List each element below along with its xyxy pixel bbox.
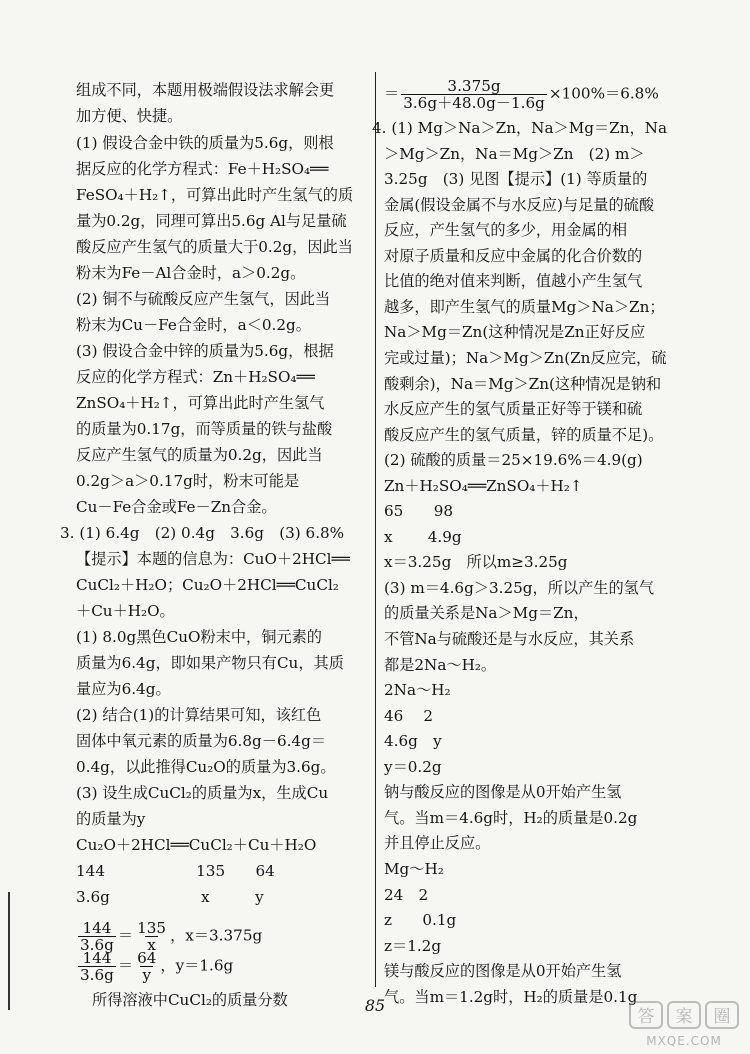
left-text-line: 3. (1) 6.4g (2) 0.4g 3.6g (3) 6.8% — [60, 524, 345, 542]
left-text-line: 酸反应产生氢气的质量大于0.2g，因此当 — [76, 238, 353, 256]
left-text-line: ZnSO₄＋H₂↑，可算出此时产生氢气 — [76, 394, 325, 412]
right-text-line: Na＞Mg＝Zn(这种情况是Zn正好反应 — [384, 323, 646, 341]
left-text-line: 组成不同，本题用极端假设法求解会更 — [76, 81, 335, 99]
left-text-line: (2) 铜不与硫酸反应产生氢气，因此当 — [76, 290, 331, 308]
right-text-line: 越多，即产生氢气的质量Mg＞Na＞Zn； — [384, 298, 665, 316]
left-text-line: 质量为6.4g，即如果产物只有Cu，其质 — [76, 654, 344, 672]
right-text-line: 金属(假设金属不与水反应)与足量的硫酸 — [384, 196, 655, 214]
fraction-numerator: 135 — [137, 919, 167, 937]
left-text-line: 的质量为0.17g，而等质量的铁与盐酸 — [76, 420, 333, 438]
right-text-line: 比值的绝对值来判断，值越小产生氢气 — [384, 272, 643, 290]
right-text-line: 钠与酸反应的图像是从0开始产生氢 — [384, 783, 622, 801]
left-text-line: 【提示】本题的信息为：CuO＋2HCl══ — [76, 550, 350, 568]
fraction — [78, 950, 116, 983]
right-text-line: ＞Mg＞Zn，Na＝Mg＞Zn (2) m＞ — [384, 145, 645, 163]
left-text-line: 加方便、快捷。 — [76, 107, 183, 125]
right-text-line: Zn＋H₂SO₄══ZnSO₄＋H₂↑ — [384, 477, 583, 495]
left-text-line: 固体中氧元素的质量为6.8g－6.4g＝ — [76, 732, 327, 750]
right-text-line: x＝3.25g 所以m≥3.25g — [384, 553, 568, 571]
left-text-line: 0.4g，以此推得Cu₂O的质量为3.6g。 — [76, 758, 336, 776]
right-text-line: (3) m＝4.6g＞3.25g，所以产生的氢气 — [384, 579, 655, 597]
fraction-numerator: 144 — [82, 919, 112, 937]
left-text-line: 反应的化学方程式：Zn＋H₂SO₄══ — [76, 368, 315, 386]
right-text-line: (2) 硫酸的质量＝25×19.6%＝4.9(g) — [384, 451, 643, 469]
left-text-line: CuCl₂＋H₂O；Cu₂O＋2HCl══CuCl₂ — [76, 576, 339, 594]
right-text-line: Mg～H₂ — [384, 860, 444, 878]
equation-result: ，x＝3.375g — [170, 926, 263, 945]
right-text-line: 4. (1) Mg＞Na＞Zn，Na＞Mg＝Zn，Na — [372, 119, 668, 137]
right-text-line: 对原子质量和反应中金属的化合价数的 — [384, 247, 643, 265]
right-text-line: 反应，产生氢气的多少，用金属的相 — [384, 221, 627, 239]
fraction-denominator: 3.6g — [80, 936, 114, 954]
fraction-numerator: 3.375g — [447, 77, 501, 95]
right-text-line: 酸反应产生的氢气质量，锌的质量不足)。 — [384, 426, 664, 444]
left-text-line: 0.2g＞a＞0.17g时，粉末可能是 — [76, 472, 300, 490]
left-text-line: (3) 假设合金中锌的质量为5.6g，根据 — [76, 342, 334, 360]
right-text-line: 3.25g (3) 见图【提示】(1) 等质量的 — [384, 170, 648, 188]
equals-sign: ＝ — [384, 84, 400, 103]
right-text-line: 46 2 — [384, 707, 434, 725]
equation-result: ，y＝1.6g — [160, 956, 234, 975]
svg-text:答: 答 — [637, 1007, 655, 1027]
right-text-line: 气。当m＝4.6g时，H₂的质量是0.2g — [384, 809, 638, 827]
left-text-line: FeSO₄＋H₂↑，可算出此时产生氢气的质 — [76, 186, 354, 204]
left-text-line: 据反应的化学方程式：Fe＋H₂SO₄══ — [76, 160, 329, 178]
left-text-line: (2) 结合(1)的计算结果可知，该红色 — [76, 706, 322, 724]
fraction-denominator: x — [147, 936, 156, 954]
left-text-line: 所得溶液中CuCl₂的质量分数 — [92, 991, 288, 1009]
left-text-line: Cu₂O＋2HCl══CuCl₂＋Cu＋H₂O — [76, 836, 317, 854]
right-text-line: 的质量关系是Na＞Mg＝Zn， — [384, 604, 589, 622]
fraction-equation — [76, 950, 233, 983]
right-text-line: 镁与酸反应的图像是从0开始产生氢 — [384, 962, 622, 980]
left-text-line: 反应产生氢气的质量为0.2g，因此当 — [76, 446, 323, 464]
left-text-line: 量为0.2g，同理可算出5.6g Al与足量硫 — [76, 212, 347, 230]
watermark-logo — [626, 1000, 744, 1050]
left-text-line: 的质量为y — [76, 810, 146, 828]
right-text-line: 4.6g y — [384, 732, 442, 750]
right-text-line: 不管Na与硫酸还是与水反应，其关系 — [384, 630, 635, 648]
fraction — [401, 78, 547, 111]
left-text-line: Cu－Fe合金或Fe－Zn合金。 — [76, 498, 277, 516]
svg-text:圈: 圈 — [713, 1007, 731, 1027]
right-text-line: x 4.9g — [384, 528, 462, 546]
page-number: 85 — [364, 996, 386, 1015]
right-text-line: y＝0.2g — [384, 758, 442, 776]
right-text-line: 65 98 — [384, 502, 454, 520]
margin-rule — [8, 892, 10, 1010]
left-text-line: 量应为6.4g。 — [76, 680, 171, 698]
fraction-denominator: y — [142, 966, 152, 984]
right-text-line: 酸剩余)，Na＝Mg＞Zn(这种情况是钠和 — [384, 375, 662, 393]
fraction-numerator: 64 — [137, 949, 157, 967]
equation-result: ×100%＝6.8% — [548, 84, 659, 103]
fraction-denominator: 3.6g — [80, 966, 114, 984]
left-text-line: 144 135 64 — [76, 862, 275, 880]
right-text-line: 气。当m＝1.2g时，H₂的质量是0.1g — [384, 988, 638, 1006]
left-text-line: (1) 假设合金中铁的质量为5.6g，则根 — [76, 134, 334, 152]
left-text-line: 粉末为Fe－Al合金时，a＞0.2g。 — [76, 264, 306, 282]
svg-text:案: 案 — [675, 1007, 693, 1027]
left-text-line: 粉末为Cu－Fe合金时，a＜0.2g。 — [76, 316, 311, 334]
fraction-numerator: 144 — [82, 949, 112, 967]
equals-sign: ＝ — [117, 956, 134, 975]
left-text-line: ＋Cu＋H₂O。 — [76, 602, 175, 620]
left-text-line: 3.6g x y — [76, 888, 264, 906]
fraction-denominator: 3.6g＋48.0g－1.6g — [403, 94, 545, 112]
right-text-line: 2Na～H₂ — [384, 681, 451, 699]
right-text-line: 并且停止反应。 — [384, 834, 491, 852]
equals-sign: ＝ — [117, 926, 134, 945]
right-text-line: z＝1.2g — [384, 937, 442, 955]
right-text-line: 水反应产生的氢气质量正好等于镁和硫 — [384, 400, 643, 418]
right-text-line: 24 2 — [384, 886, 429, 904]
fraction — [135, 950, 158, 983]
fraction-equation — [384, 78, 659, 111]
right-text-line: z 0.1g — [384, 911, 457, 929]
column-divider — [375, 72, 376, 987]
right-text-line: 完或过量)；Na＞Mg＞Zn(Zn反应完，硫 — [384, 349, 667, 367]
left-text-line: (1) 8.0g黑色CuO粉末中，铜元素的 — [76, 628, 322, 646]
svg-text:MXQE.COM: MXQE.COM — [646, 1034, 722, 1048]
left-text-line: (3) 设生成CuCl₂的质量为x，生成Cu — [76, 784, 329, 802]
right-text-line: 都是2Na～H₂。 — [384, 656, 497, 674]
